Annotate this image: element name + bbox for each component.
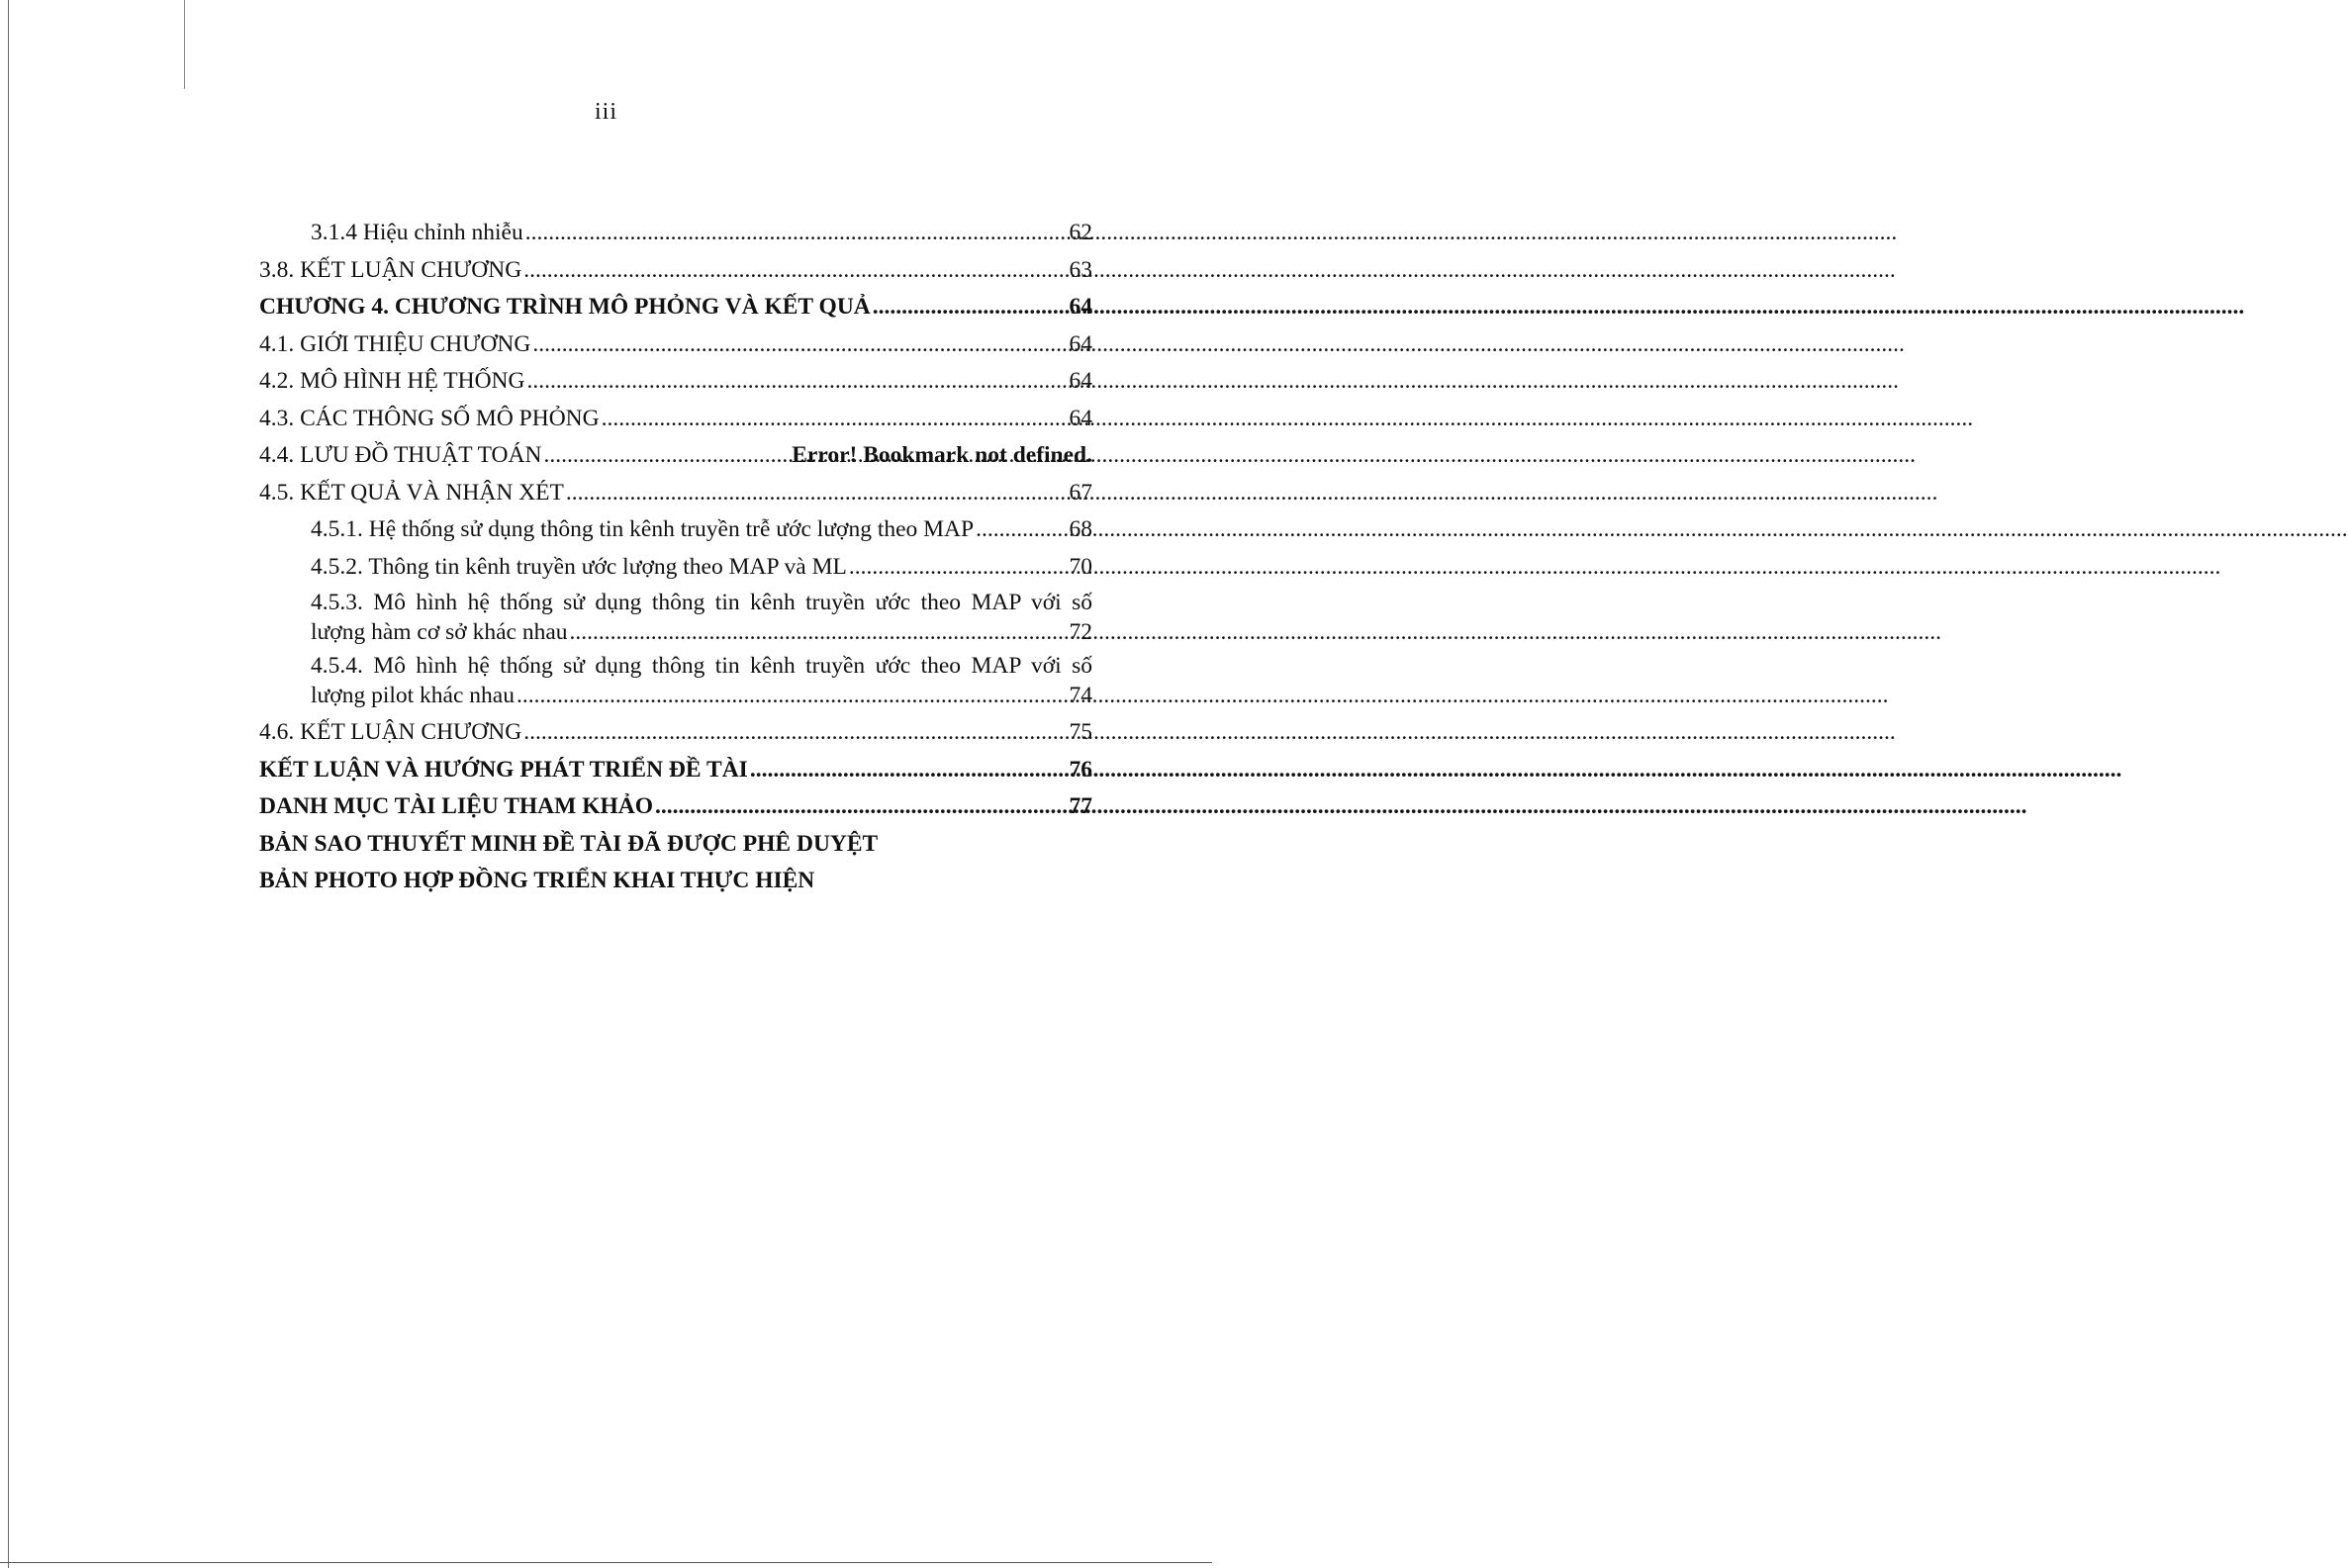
- toc-entry-page: 64: [1069, 405, 1092, 431]
- toc-entry-title: 4.3. CÁC THÔNG SỐ MÔ PHỎNG: [259, 405, 600, 431]
- toc-entry-title: 3.1.4 Hiệu chỉnh nhiễu: [311, 220, 523, 245]
- toc-leader-dots: [543, 437, 790, 475]
- toc-entry-page: 62: [1069, 220, 1092, 245]
- toc-entry-page: 68: [1069, 516, 1092, 542]
- toc-leader-dots: [517, 681, 1068, 710]
- scan-edge-bottom: [0, 1562, 1212, 1563]
- toc-leader-dots: [532, 326, 1067, 364]
- toc-entry-title: 4.6. KẾT LUẬN CHƯƠNG: [259, 719, 522, 745]
- toc-entry-title: DANH MỤC TÀI LIỆU THAM KHẢO: [259, 793, 654, 819]
- toc-entry-title: 4.5. KẾT QUẢ VÀ NHẬN XÉT: [259, 479, 564, 506]
- toc-entry-page: 63: [1069, 256, 1092, 283]
- toc-entry-title: 4.5.1. Hệ thống sử dụng thông tin kênh truyền trễ ước lượng theo MAP: [311, 516, 975, 542]
- toc-leader-dots: [570, 617, 1068, 647]
- toc-entry[interactable]: [259, 401, 1092, 438]
- toc-entry[interactable]: [259, 511, 1092, 549]
- toc-leader-dots: [566, 475, 1068, 512]
- toc-leader-dots: [873, 289, 1068, 326]
- toc-entry[interactable]: [259, 549, 1092, 587]
- page-number: iii: [594, 99, 617, 125]
- toc-entry-title: 4.2. MÔ HÌNH HỆ THỐNG: [259, 368, 525, 394]
- toc-entry[interactable]: [259, 714, 1092, 752]
- toc-entry-title: 4.1. GIỚI THIỆU CHƯƠNG: [259, 330, 531, 357]
- scan-edge-left: [8, 0, 9, 1568]
- toc-entry-page: 67: [1069, 479, 1092, 506]
- toc-entry-page: 75: [1069, 719, 1092, 745]
- toc-entry-title-line2: lượng hàm cơ sở khác nhau: [311, 619, 568, 645]
- toc-entry[interactable]: [259, 326, 1092, 364]
- toc-entry-page: 77: [1069, 793, 1092, 819]
- toc-appendix-entry[interactable]: BẢN SAO THUYẾT MINH ĐỀ TÀI ĐÃ ĐƯỢC PHÊ DUYỆT: [259, 830, 879, 857]
- toc-appendix-entry[interactable]: BẢN PHOTO HỢP ĐỒNG TRIỂN KHAI THỰC HIỆN: [259, 868, 815, 893]
- toc-leader-dots: [602, 401, 1068, 438]
- toc-leader-dots: [849, 549, 1068, 587]
- toc-entry-title-line1: 4.5.3. Mô hình hệ thống sử dụng thông tin kênh truyền ước theo MAP với số: [311, 590, 1092, 615]
- toc-entry-page: 64: [1069, 368, 1092, 394]
- toc-leader-dots: [523, 252, 1067, 290]
- toc-entry-title: 4.5.2. Thông tin kênh truyền ước lượng theo MAP và ML: [311, 553, 847, 580]
- toc-entry-page: 76: [1069, 756, 1092, 783]
- toc-chapter-entry[interactable]: [259, 788, 1092, 826]
- toc-chapter-entry[interactable]: [259, 289, 1092, 326]
- toc-entry-title: 3.8. KẾT LUẬN CHƯƠNG: [259, 256, 522, 283]
- toc-entry-title: KẾT LUẬN VÀ HƯỚNG PHÁT TRIỂN ĐỀ TÀI: [259, 756, 748, 783]
- toc-leader-dots: [527, 363, 1068, 401]
- toc-chapter-entry[interactable]: [259, 752, 1092, 789]
- toc-entry[interactable]: [259, 475, 1092, 512]
- toc-entry-page: 64: [1069, 294, 1092, 320]
- toc-entry-page: 74: [1069, 683, 1092, 708]
- scan-edge-mark: [184, 0, 185, 89]
- toc-entry[interactable]: [259, 252, 1092, 290]
- toc-leader-dots: [750, 752, 1068, 789]
- toc-entry-title-line2: lượng pilot khác nhau: [311, 683, 515, 708]
- toc-entry-page: 70: [1069, 553, 1092, 580]
- toc-entry-title: 4.4. LƯU ĐỒ THUẬT TOÁN: [259, 442, 542, 468]
- toc-entry-page-error: Error! Bookmark not defined.: [792, 442, 1092, 468]
- toc-entry-multiline[interactable]: [259, 588, 1092, 647]
- toc-leader-dots: [525, 215, 1068, 252]
- toc-leader-dots: [523, 714, 1067, 752]
- toc-leader-dots: [655, 788, 1067, 826]
- toc-leader-dots: [976, 511, 1067, 549]
- toc-entry[interactable]: [259, 437, 1092, 475]
- table-of-contents: [259, 215, 1092, 900]
- toc-entry-multiline[interactable]: [259, 651, 1092, 710]
- toc-entry-page: 64: [1069, 330, 1092, 357]
- toc-entry-page: 72: [1069, 619, 1092, 645]
- toc-entry-title-line1: 4.5.4. Mô hình hệ thống sử dụng thông tin kênh truyền ước theo MAP với số: [311, 653, 1092, 679]
- toc-entry[interactable]: [259, 215, 1092, 252]
- toc-entry[interactable]: [259, 363, 1092, 401]
- toc-entry-title: CHƯƠNG 4. CHƯƠNG TRÌNH MÔ PHỎNG VÀ KẾT QUẢ: [259, 294, 871, 320]
